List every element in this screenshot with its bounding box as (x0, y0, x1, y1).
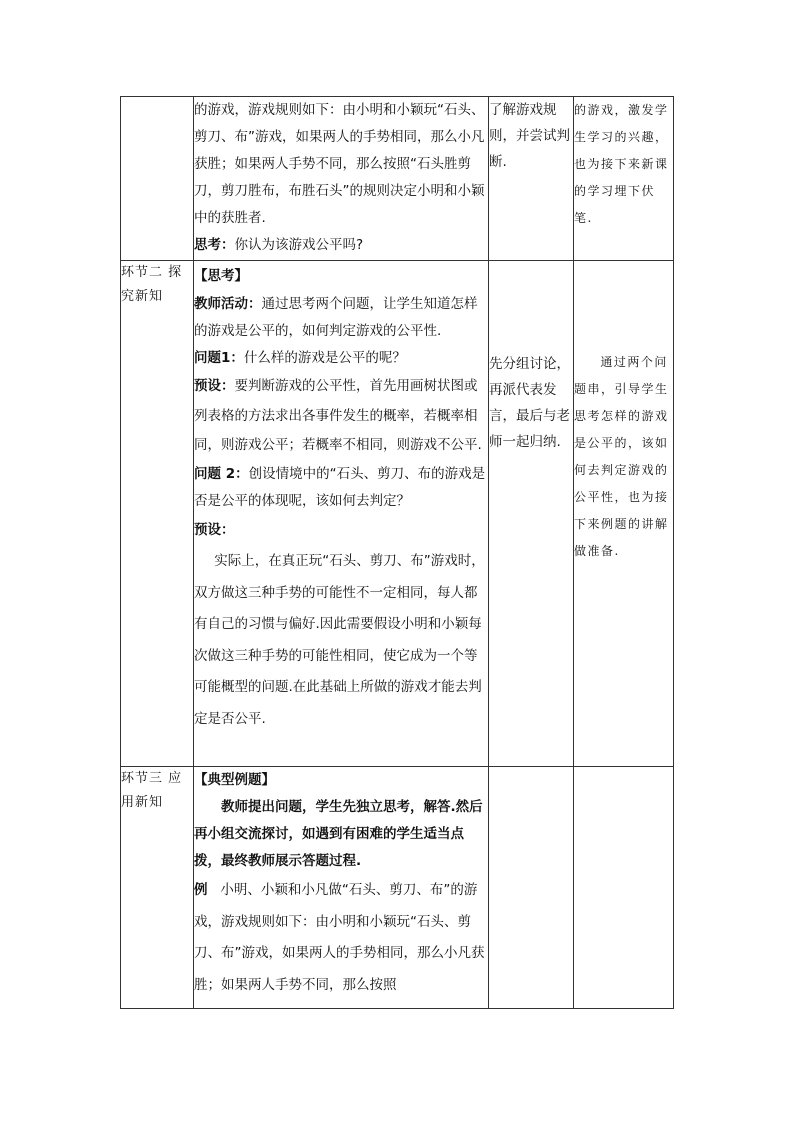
table-row (121, 97, 674, 261)
example-text: 小明、小颖和小凡做“石头、剪刀、布”的游戏，游戏规则如下：由小明和小颖玩“石头、剪刀、布”游戏，如果两人的手势相同，那么小凡获胜；如果两人手势不同，那么按照 (194, 882, 485, 993)
student-activity-cell (489, 97, 574, 261)
student-activity-cell (489, 261, 574, 767)
design-intent-text: 的游戏，激发学生学习的兴趣，也为接下来新课的学习埋下伏笔. (574, 103, 669, 225)
think-text: 你认为该游戏公平吗? (234, 237, 364, 253)
lesson-plan-table (120, 96, 674, 1009)
student-activity-text: 先分组讨论，再派代表发言，最后与老师一起归纳. (489, 356, 570, 450)
game-rules-text: 的游戏，游戏规则如下：由小明和小颖玩“石头、剪刀、布”游戏，如果两人的手势相同，那么小凡获胜；如果两人手势不同，那么按照“石头胜剪刀，剪刀胜布，布胜石头”的规则决定小明和小颖中的获胜者. (194, 102, 485, 226)
design-intent-cell (574, 97, 674, 261)
question-1-label: 问题1： (194, 350, 244, 366)
preset-1-label: 预设： (194, 378, 235, 394)
teacher-activity: 教师提出问题，学生先独立思考，解答.然后再小组交流探讨，如遇到有困难的学生适当点拨，最终教师展示答题过程. (194, 799, 483, 869)
section-title: 【典型例题】 (194, 772, 275, 788)
think-label: 思考： (194, 237, 235, 253)
example-problem (194, 875, 488, 1001)
preset-2-label: 预设： (194, 521, 235, 538)
table-row (121, 261, 674, 767)
activity-cell (194, 767, 489, 1009)
example-label: 例 (194, 882, 208, 898)
stage-cell (121, 97, 194, 261)
student-activity-cell (489, 767, 574, 1009)
design-intent-text: 通过两个问题串，引导学生思考怎样的游戏是公平的，该如何去判定游戏的公平性，也为接下来例题的讲解做准备. (574, 355, 669, 558)
stage-cell: 环节三 应用新知 (121, 767, 194, 1009)
design-intent-cell (574, 767, 674, 1009)
teacher-text: 通过思考两个问题，让学生知道怎样的游戏是公平的，如何判定游戏的公平性. (194, 296, 478, 339)
stage-cell: 环节二 探究新知 (121, 261, 194, 767)
teacher-label: 教师活动： (194, 296, 262, 312)
preset-1-text: 要判断游戏的公平性，首先用画树状图或列表格的方法求出各事件发生的概率，若概率相同，则游戏公平；若概率不相同，则游戏不公平. (194, 378, 482, 453)
preset-2-text: 实际上，在真正玩“石头、剪刀、布”游戏时，双方做这三种手势的可能性不一定相同，每人都有自己的习惯与偏好.因此需要假设小明和小颖每次做这三种手势的可能性相同，使它成为一个等可能概型的问题.在此基础上所做的游戏才能去判定是否公平. (194, 553, 485, 727)
design-intent-cell (574, 261, 674, 767)
think-question (194, 232, 488, 259)
table-row (121, 767, 674, 1009)
question-1 (194, 345, 488, 372)
question-2-text: 创设情境中的“石头、剪刀、布的游戏是否是公平的体现呢，该如何去判定？ (194, 465, 486, 509)
question-2-label: 问题 2： (194, 465, 249, 482)
preset-1 (194, 372, 488, 461)
section-title: 【思考】 (194, 268, 248, 284)
question-2 (194, 461, 488, 515)
activity-cell (194, 97, 489, 261)
activity-cell (194, 261, 489, 767)
teacher-activity (194, 291, 488, 345)
student-activity-text: 了解游戏规则，并尝试判断. (489, 102, 570, 170)
question-1-text: 什么样的游戏是公平的呢？ (243, 350, 406, 366)
